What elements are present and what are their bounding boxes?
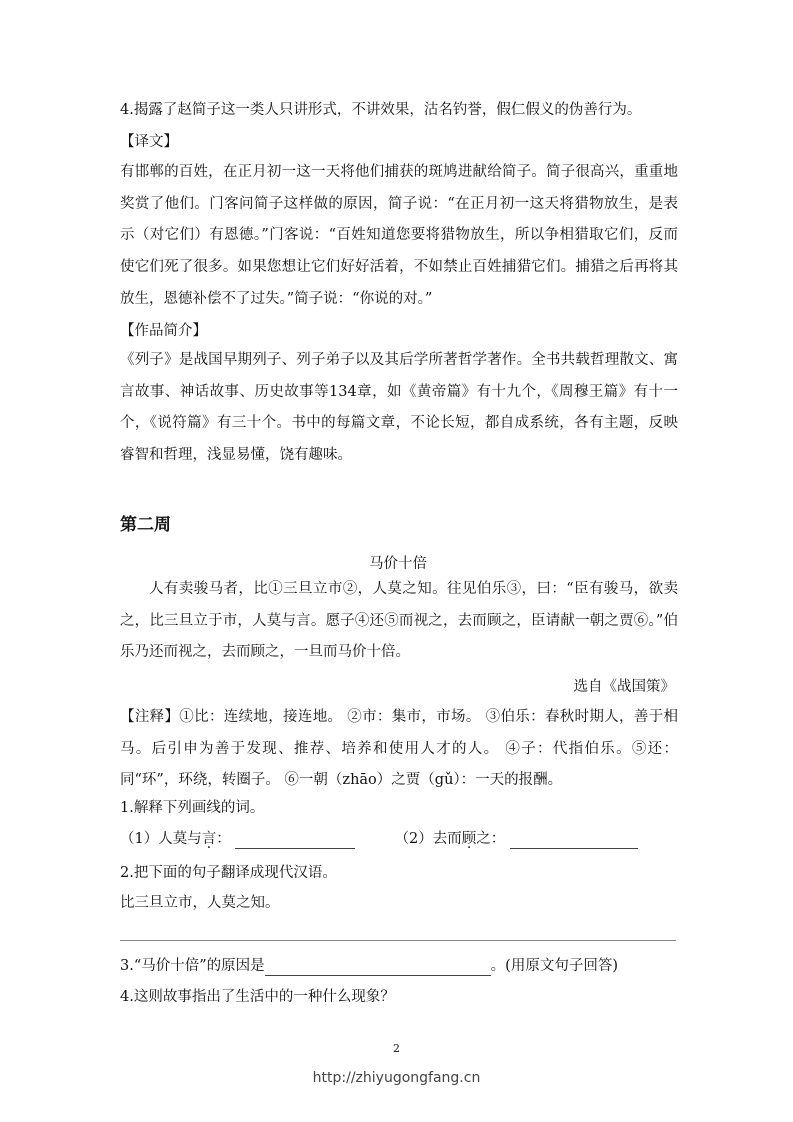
answer-line[interactable] (120, 940, 676, 941)
story-text: 人有卖骏马者，比①三旦立市②，人莫之知。往见伯乐③，曰：“臣有骏马，欲卖之，比三旦立于市，人莫与言。愿子④还⑤而视之，去而顾之，臣请献一朝之贾⑥。”伯乐乃还而视之，去而顾之，一旦而马价十倍。 (120, 581, 678, 661)
week-title: 第二周 (120, 515, 171, 535)
q1-b-blank[interactable] (510, 832, 638, 849)
translation-text: 有邯郸的百姓，在正月初一这一天将他们捕获的斑鸠进献给简子。简子很高兴，重重地奖赏了他们。门客问简子这样做的原因，简子说：“在正月初一这天将猎物放生，是表示（对它们）有恩德。”门客说：“百姓知道您要将猎物放生，所以争相猎取它们，反而使它们死了很多。如果您想让它们好好活着，不如禁止百姓捕猎它们。捕猎之后再将其放生，恩德补偿不了过失。”简子说：“你说的对。” (120, 164, 678, 307)
question-1: 1.解释下列画线的词。 (120, 800, 265, 816)
q3-blank[interactable] (265, 959, 491, 976)
q1-a-blank[interactable] (235, 832, 355, 849)
source-line: 选自《战国策》 (573, 679, 675, 695)
q1-b: （2）去而顾之： (394, 831, 506, 847)
question-4: 4.这则故事指出了生活中的一种什么现象？ (120, 989, 395, 1005)
intro-text: 《列子》是战国早期列子、列子弟子以及其后学所著哲学著作。全书共载哲理散文、寓言故事、神话故事、历史故事等134章，如《黄帝篇》有十九个，《周穆王篇》有十一个，《说符篇》有三十个。书中的每篇文章，不论长短，都自成系统，各有主题，反映睿智和哲理，浅显易懂，饶有趣味。 (120, 352, 678, 464)
footer-url[interactable]: http://zhiyugongfang.cn (312, 1070, 481, 1086)
q1-a: （1）人莫与言： (120, 831, 231, 847)
question-1-items (120, 829, 680, 849)
translation-label: 【译文】 (120, 134, 178, 150)
question-2: 2.把下面的句子翻译成现代汉语。 (120, 865, 337, 881)
page-number: 2 (393, 1042, 400, 1055)
question-3: 3.“马价十倍”的原因是 。(用原文句子回答) (120, 958, 618, 974)
notes: 【注释】①比：连续地，接连地。 ②市：集市，市场。 ③伯乐：春秋时期人，善于相马。后引申为善于发现、推荐、培养和使用人才的人。 ④子：代指伯乐。⑤还：同“环”，环绕，转圈子。 ⑥一朝（zhāo）之贾（gǔ）：一天的报酬。 (120, 709, 678, 789)
item-4: 4.揭露了赵简子这一类人只讲形式，不讲效果，沽名钓誉，假仁假义的伪善行为。 (120, 102, 642, 118)
story-title: 马价十倍 (369, 556, 427, 572)
question-2-sentence: 比三旦立市，人莫之知。 (120, 895, 280, 911)
intro-label: 【作品简介】 (120, 323, 207, 339)
